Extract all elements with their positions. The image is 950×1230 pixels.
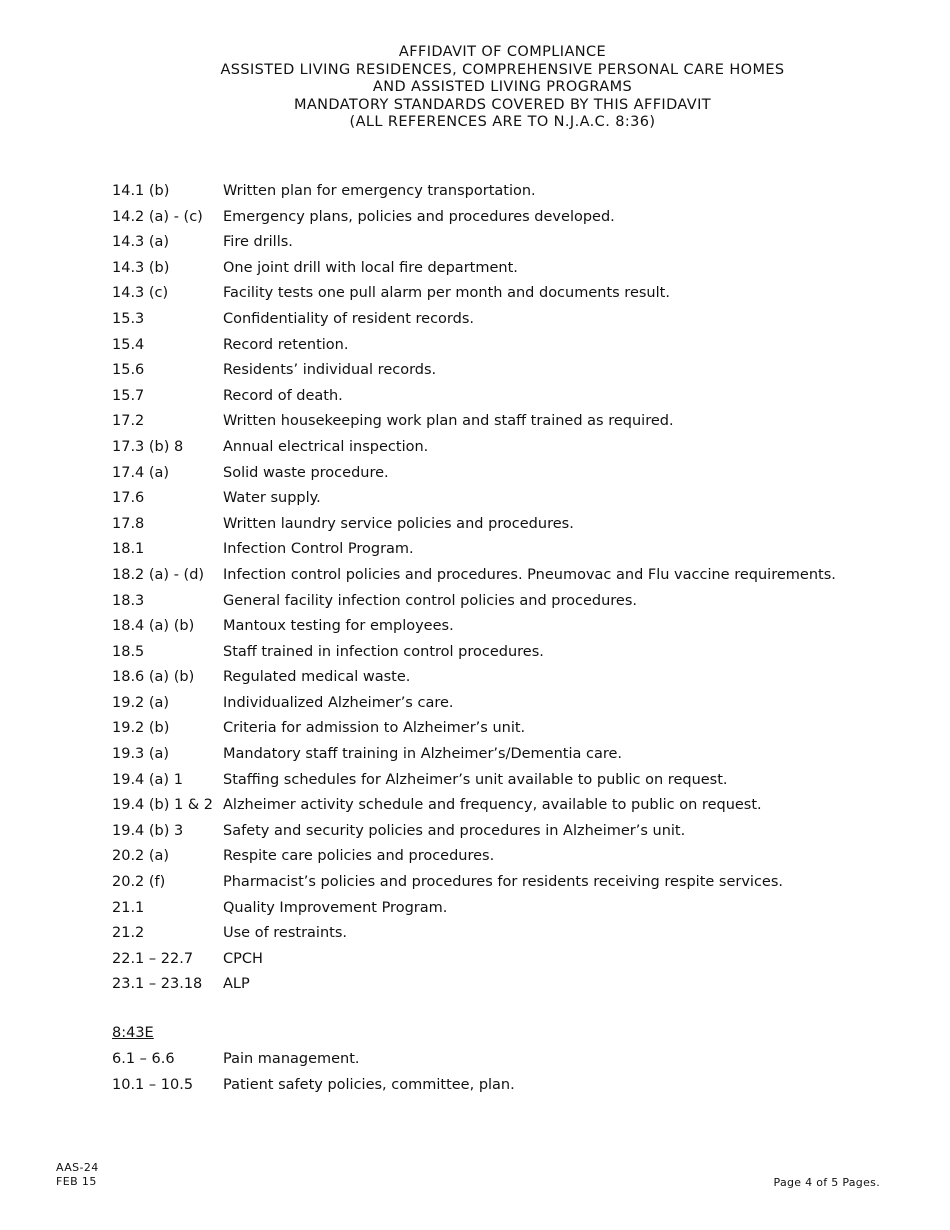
standard-row <box>112 486 872 512</box>
standard-description: Respite care policies and procedures. <box>223 848 495 865</box>
standard-description: Solid waste procedure. <box>223 464 389 481</box>
standard-description: Fire drills. <box>223 234 293 251</box>
standard-reference: 17.2 <box>112 413 145 430</box>
standard-row <box>112 333 872 359</box>
standard-row <box>112 256 872 282</box>
standard-reference: 14.3 (c) <box>112 285 169 302</box>
standard-row <box>112 870 872 896</box>
standard-reference: 23.1 – 23.18 <box>112 976 203 993</box>
standard-reference: 14.1 (b) <box>112 183 170 199</box>
standard-row <box>112 409 872 435</box>
standard-row <box>112 742 872 768</box>
standard-description: Residents’ individual records. <box>223 362 437 379</box>
standard-description: Annual electrical inspection. <box>223 438 429 455</box>
standard-reference: 17.4 (a) <box>112 464 170 481</box>
header-title: AFFIDAVIT OF COMPLIANCE <box>398 44 607 60</box>
header-references-note: (ALL REFERENCES ARE TO N.J.A.C. 8:36) <box>349 114 656 130</box>
form-date: FEB 15 <box>56 1175 97 1188</box>
standard-description: Staff trained in infection control procedures. <box>223 643 544 660</box>
standard-reference: 15.7 <box>112 387 145 404</box>
standard-reference: 17.6 <box>112 490 145 507</box>
standard-reference: 18.3 <box>112 592 145 609</box>
standard-reference: 17.8 <box>112 515 145 532</box>
standard-row <box>112 691 872 717</box>
standard-row <box>112 179 872 205</box>
standard-description: Mantoux testing for employees. <box>223 618 454 635</box>
standard-row <box>112 921 872 947</box>
standard-row <box>112 537 872 563</box>
standard-reference: 19.4 (b) 1 & 2 <box>112 797 213 814</box>
standard-reference: 17.3 (b) 8 <box>112 438 184 455</box>
header-subtitle-line-3: MANDATORY STANDARDS COVERED BY THIS AFFIDAVIT <box>293 96 712 113</box>
header-subtitle-line-2: AND ASSISTED LIVING PROGRAMS <box>372 79 633 95</box>
standard-row <box>112 307 872 333</box>
standard-reference: 14.3 (a) <box>112 234 170 251</box>
standard-description: Facility tests one pull alarm per month and documents result. <box>223 285 670 302</box>
standard-reference: 19.4 (a) 1 <box>112 771 183 788</box>
standard-reference: 19.2 (a) <box>112 694 170 711</box>
standard-row <box>112 384 872 410</box>
standard-description: Staffing schedules for Alzheimer’s unit available to public on request. <box>223 771 728 788</box>
standard-reference: 6.1 – 6.6 <box>112 1051 175 1067</box>
page-number: Page 4 of 5 Pages. <box>773 1176 880 1189</box>
standard-reference: 14.2 (a) - (c) <box>112 208 203 225</box>
standard-row <box>112 230 872 256</box>
standard-row <box>112 768 872 794</box>
standard-description: Quality Improvement Program. <box>223 899 448 916</box>
standard-reference: 20.2 (a) <box>112 848 170 865</box>
standard-row <box>112 972 872 998</box>
standard-description: ALP <box>223 976 250 993</box>
standard-description: Alzheimer activity schedule and frequency, available to public on request. <box>223 797 762 814</box>
standard-description: Safety and security policies and procedures in Alzheimer’s unit. <box>223 822 686 839</box>
standard-reference: 18.4 (a) (b) <box>112 618 195 635</box>
standard-row <box>112 512 872 538</box>
standard-reference: 18.5 <box>112 643 145 660</box>
standard-row <box>112 614 872 640</box>
standard-reference: 15.6 <box>112 362 145 379</box>
standard-reference: 21.2 <box>112 925 145 942</box>
standard-description: CPCH <box>223 950 263 967</box>
standard-reference: 18.6 (a) (b) <box>112 669 195 686</box>
standard-description: One joint drill with local fire department. <box>223 259 518 276</box>
standard-row <box>112 563 872 589</box>
standard-description: Criteria for admission to Alzheimer’s unit. <box>223 720 526 737</box>
standard-description: Confidentiality of resident records. <box>223 310 474 327</box>
standard-reference: 19.4 (b) 3 <box>112 822 184 839</box>
standards-list <box>112 179 872 998</box>
standard-description: Individualized Alzheimer’s care. <box>223 694 454 711</box>
document-header <box>0 44 950 132</box>
standard-reference: 15.4 <box>112 336 145 353</box>
standard-reference: 21.1 <box>112 899 145 916</box>
standard-row <box>112 1073 872 1099</box>
standard-description: Written plan for emergency transportation. <box>223 183 536 199</box>
standard-description: Emergency plans, policies and procedures developed. <box>223 208 615 225</box>
standard-description: Infection control policies and procedures. Pneumovac and Flu vaccine requirements. <box>223 566 836 583</box>
standard-row <box>112 1047 872 1073</box>
standard-row <box>112 589 872 615</box>
standard-row <box>112 640 872 666</box>
standard-row <box>112 205 872 231</box>
standard-row <box>112 793 872 819</box>
standard-reference: 14.3 (b) <box>112 259 170 276</box>
standard-description: Infection Control Program. <box>223 541 414 558</box>
standard-description: General facility infection control policies and procedures. <box>223 592 637 609</box>
standard-row <box>112 281 872 307</box>
standard-reference: 22.1 – 22.7 <box>112 950 194 967</box>
standard-description: Record of death. <box>223 387 343 404</box>
standard-description: Patient safety policies, committee, plan. <box>223 1076 515 1093</box>
standard-description: Use of restraints. <box>223 925 348 942</box>
standard-description: Pain management. <box>223 1051 360 1067</box>
standard-row <box>112 896 872 922</box>
standard-reference: 10.1 – 10.5 <box>112 1076 194 1093</box>
header-subtitle-line-1: ASSISTED LIVING RESIDENCES, COMPREHENSIVE PERSONAL CARE HOMES <box>220 61 785 78</box>
standard-row <box>112 461 872 487</box>
section-heading-843e: 8:43E <box>112 1025 154 1041</box>
standard-row <box>112 844 872 870</box>
standard-row <box>112 358 872 384</box>
standard-reference: 19.3 (a) <box>112 746 170 763</box>
standard-row <box>112 665 872 691</box>
standard-reference: 18.2 (a) - (d) <box>112 566 205 583</box>
standard-reference: 19.2 (b) <box>112 720 170 737</box>
standard-reference: 15.3 <box>112 310 145 327</box>
standard-row <box>112 947 872 973</box>
standard-reference: 20.2 (f) <box>112 874 166 891</box>
form-id: AAS-24 <box>56 1161 99 1174</box>
standard-description: Pharmacist’s policies and procedures for residents receiving respite services. <box>223 874 784 891</box>
standard-row <box>112 435 872 461</box>
standard-description: Mandatory staff training in Alzheimer’s/Dementia care. <box>223 746 623 763</box>
standard-row <box>112 716 872 742</box>
standard-row <box>112 819 872 845</box>
standard-description: Written laundry service policies and procedures. <box>223 515 574 532</box>
section-843e-list <box>112 1047 872 1098</box>
footer-form-info <box>56 1161 99 1189</box>
standard-description: Water supply. <box>223 490 321 507</box>
standard-description: Regulated medical waste. <box>223 669 411 686</box>
standard-description: Record retention. <box>223 336 349 353</box>
standard-description: Written housekeeping work plan and staff trained as required. <box>223 413 674 430</box>
standard-reference: 18.1 <box>112 541 145 558</box>
